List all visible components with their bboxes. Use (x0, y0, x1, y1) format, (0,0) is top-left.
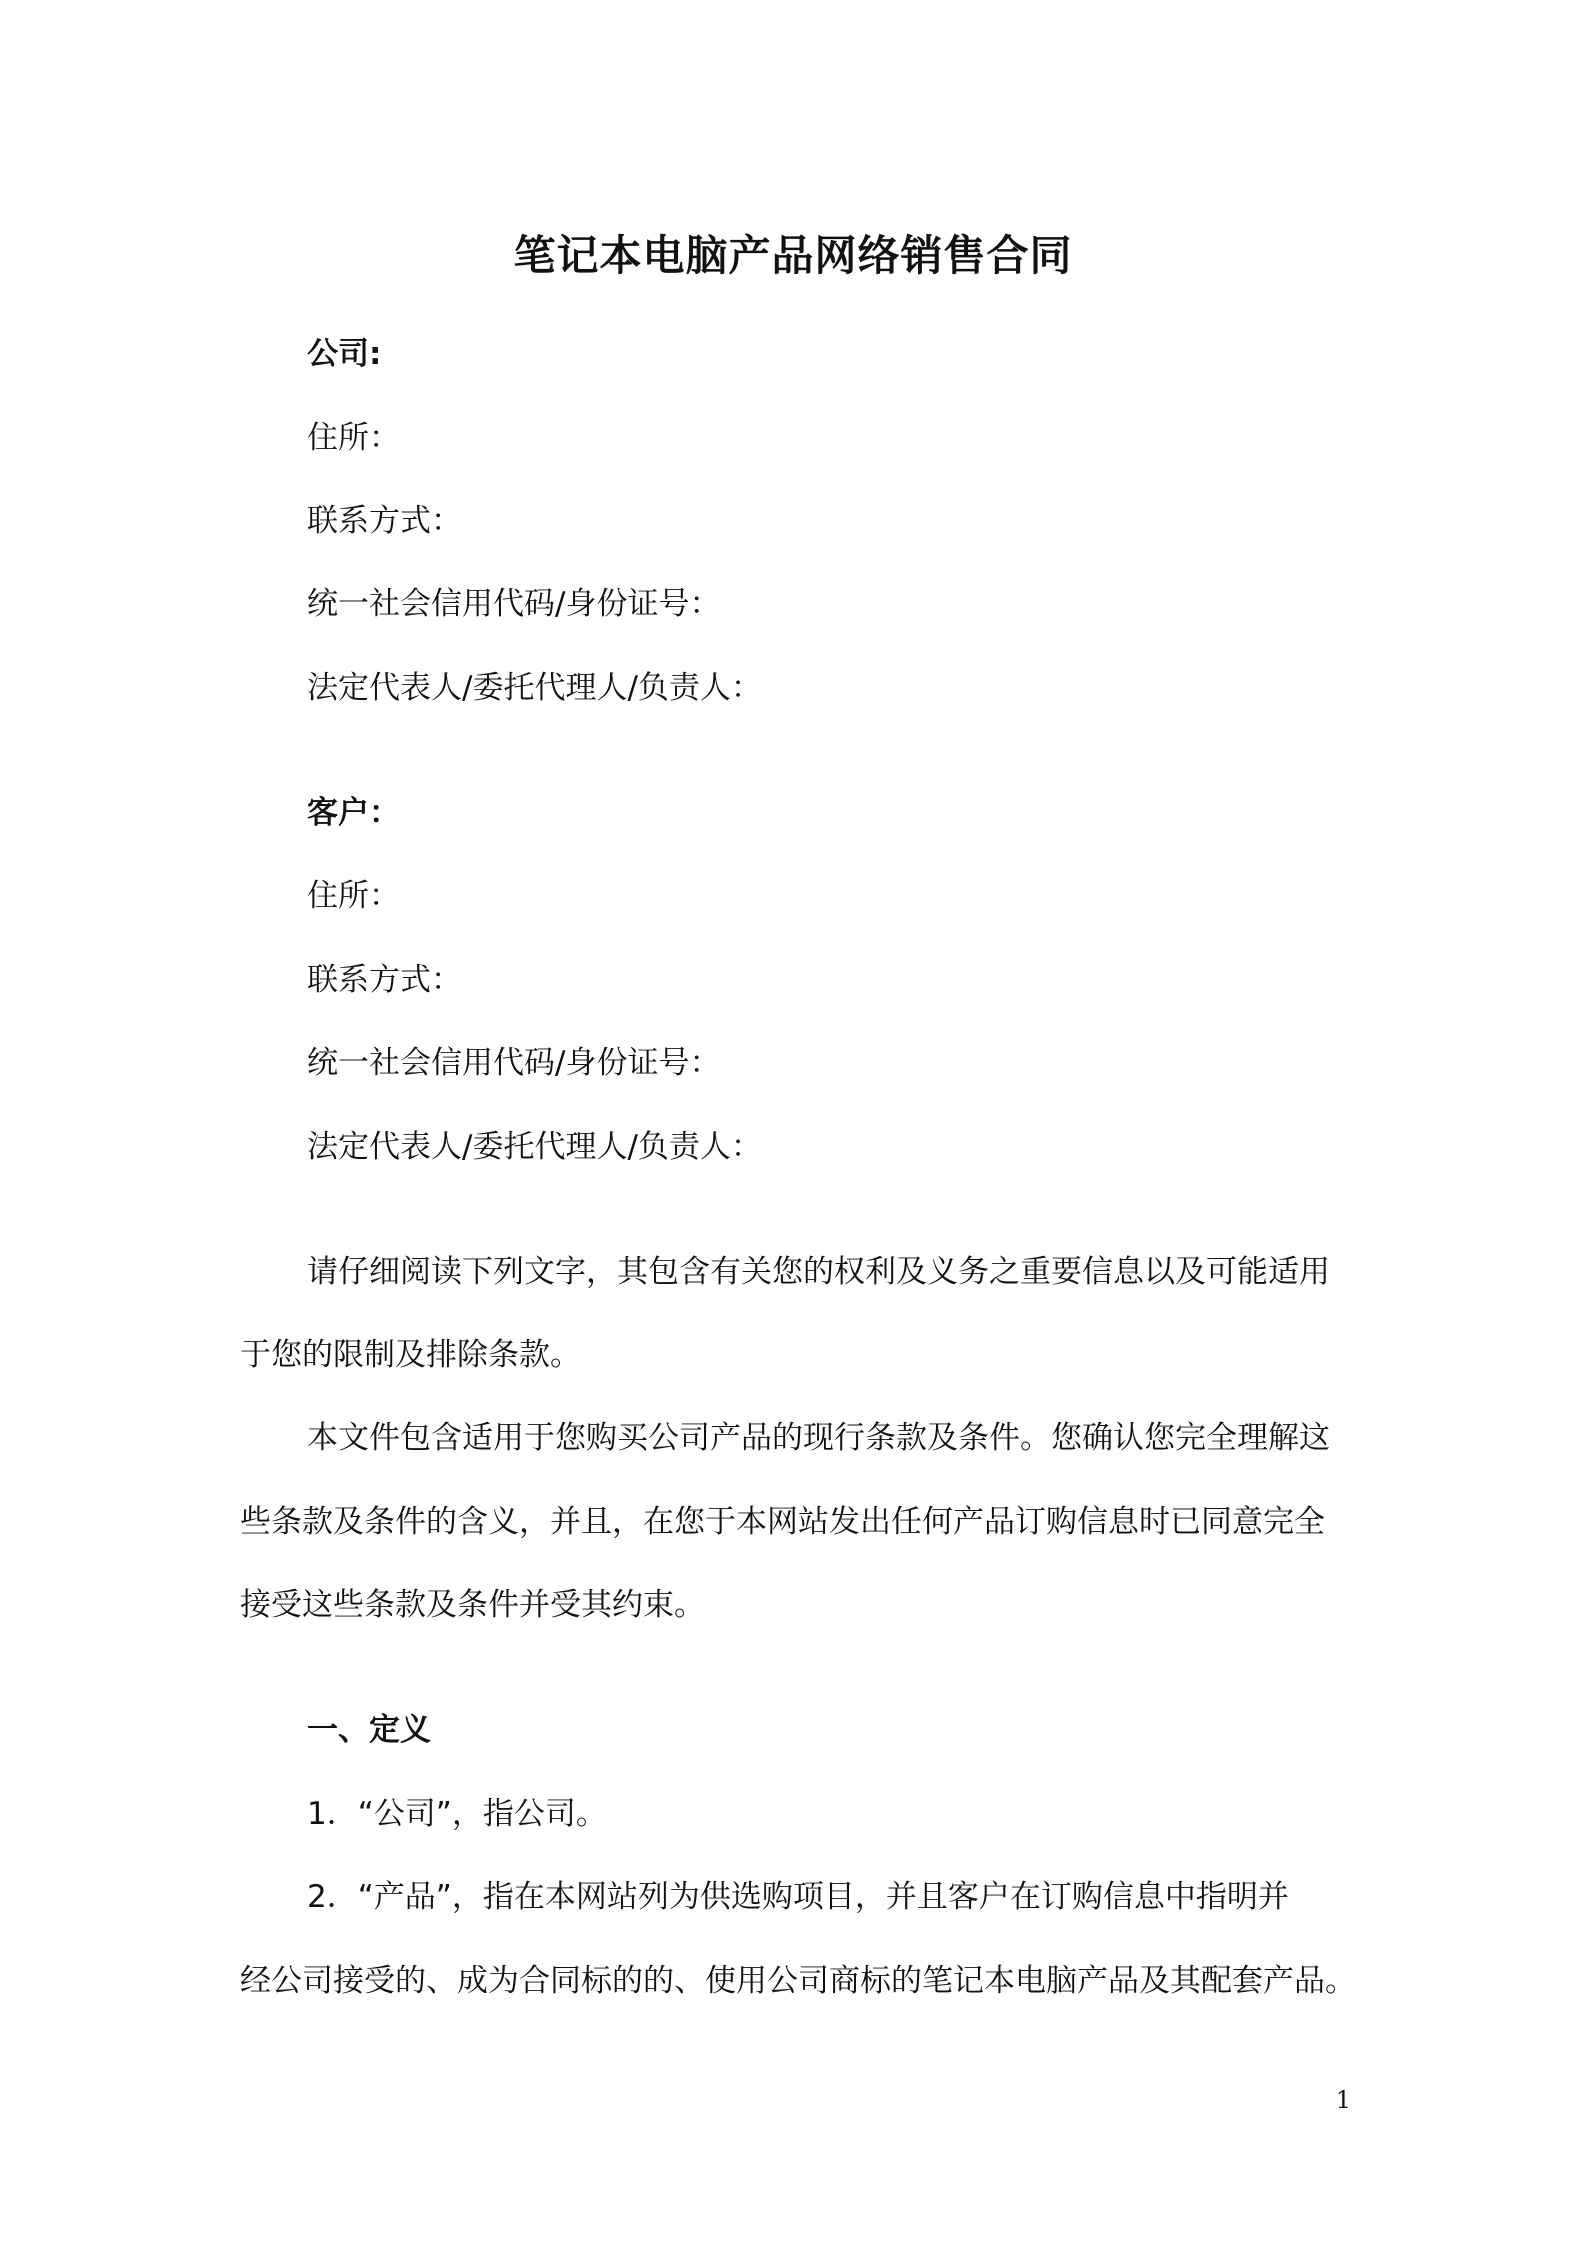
company-heading: 公司: (307, 336, 382, 372)
company-representative: 法定代表人/委托代理人/负责人： (307, 670, 762, 706)
customer-id-code: 统一社会信用代码/身份证号： (307, 1045, 721, 1081)
intro-paragraph-1-line-1: 请仔细阅读下列文字，其包含有关您的权利及义务之重要信息以及可能适用 (307, 1254, 1330, 1290)
intro-paragraph-1-line-2: 于您的限制及排除条款。 (240, 1337, 581, 1373)
section-1-heading: 一、定义 (307, 1712, 431, 1748)
section-1-item-1: 1．“公司”，指公司。 (307, 1796, 607, 1832)
page-number: 1 (1335, 2086, 1351, 2114)
document-title: 笔记本电脑产品网络销售合同 (513, 231, 1073, 280)
intro-paragraph-2-line-3: 接受这些条款及条件并受其约束。 (240, 1587, 705, 1623)
intro-paragraph-2-line-2: 些条款及条件的含义，并且，在您于本网站发出任何产品订购信息时已同意完全 (240, 1504, 1325, 1540)
company-contact: 联系方式： (307, 503, 462, 539)
customer-contact: 联系方式： (307, 962, 462, 998)
customer-heading: 客户： (307, 795, 400, 831)
company-id-code: 统一社会信用代码/身份证号： (307, 586, 721, 622)
intro-paragraph-2-line-1: 本文件包含适用于您购买公司产品的现行条款及条件。您确认您完全理解这 (307, 1420, 1330, 1456)
company-address: 住所： (307, 420, 400, 456)
section-1-item-2-line-2: 经公司接受的、成为合同标的的、使用公司商标的笔记本电脑产品及其配套产品。 (240, 1963, 1356, 1999)
section-1-item-2-line-1: 2．“产品”，指在本网站列为供选购项目，并且客户在订购信息中指明并 (307, 1879, 1289, 1915)
customer-address: 住所： (307, 878, 400, 914)
customer-representative: 法定代表人/委托代理人/负责人： (307, 1129, 762, 1165)
